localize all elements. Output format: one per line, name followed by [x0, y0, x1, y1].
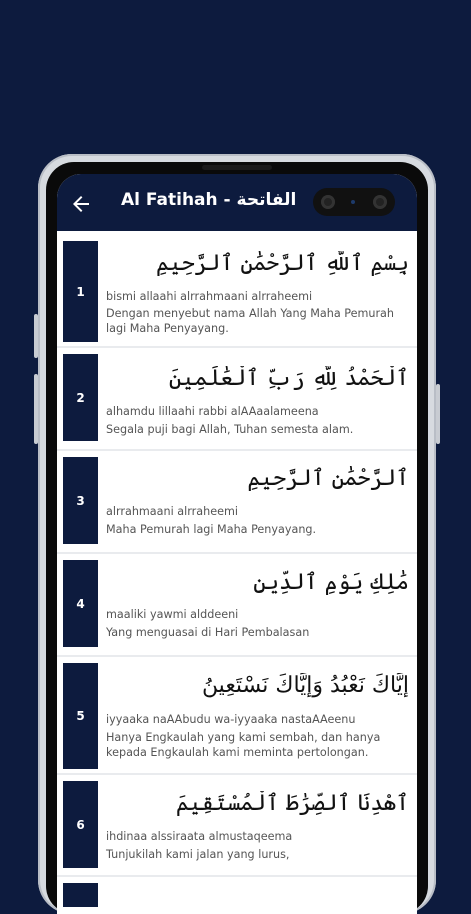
- verse-number: 1: [63, 241, 98, 342]
- verse-row[interactable]: [57, 877, 417, 907]
- verse-number: 2: [63, 354, 98, 441]
- phone-frame: [38, 154, 436, 914]
- verse-row[interactable]: [57, 775, 417, 877]
- phone-side-button: [34, 374, 38, 444]
- verse-number: [63, 883, 98, 907]
- verse-latin: alrrahmaani alrraheemi: [106, 505, 238, 518]
- verse-translation: Maha Pemurah lagi Maha Penyayang.: [106, 523, 317, 536]
- verse-latin: alhamdu lillaahi rabbi alAAaalameena: [106, 405, 319, 418]
- verse-latin: bismi allaahi alrrahmaani alrraheemi: [106, 290, 313, 303]
- verse-row[interactable]: [57, 451, 417, 554]
- verse-number: 4: [63, 560, 98, 647]
- verse-row[interactable]: [57, 348, 417, 451]
- verse-arabic: ٱهْدِنَا ٱلصِّرَٰطَ ٱلْمُسْتَقِيمَ: [175, 791, 409, 816]
- verse-arabic: إِيَّاكَ نَعْبُدُ وَإِيَّاكَ نَسْتَعِينُ: [201, 673, 409, 698]
- phone-side-button: [34, 314, 38, 358]
- verse-translation: Segala puji bagi Allah, Tuhan semesta alam.: [106, 423, 354, 436]
- verse-translation: Tunjukilah kami jalan yang lurus,: [106, 848, 290, 861]
- verse-row[interactable]: [57, 235, 417, 348]
- verse-number: 3: [63, 457, 98, 544]
- verse-arabic: بِسْمِ ٱللَّهِ ٱلرَّحْمَٰنِ ٱلرَّحِيمِ: [155, 251, 409, 276]
- verse-number: 6: [63, 781, 98, 868]
- app-bar: [57, 174, 417, 231]
- phone-speaker: [202, 165, 272, 170]
- verse-arabic: ٱلْحَمْدُ لِلَّهِ رَبِّ ٱلْعَٰلَمِينَ: [168, 366, 409, 391]
- verse-translation: Hanya Engkaulah yang kami sembah, dan hanya kepada Engkaulah kami meminta pertolongan.: [106, 731, 381, 759]
- verse-translation: Yang menguasai di Hari Pembalasan: [106, 626, 310, 639]
- phone-bezel: [46, 162, 428, 914]
- verse-translation: Dengan menyebut nama Allah Yang Maha Pemurah lagi Maha Penyayang.: [106, 307, 394, 335]
- verse-arabic: ٱلرَّحْمَٰنِ ٱلرَّحِيمِ: [247, 466, 409, 491]
- verse-latin: iyyaaka naAAbudu wa-iyyaaka nastaAAeenu: [106, 713, 356, 726]
- verse-latin: maaliki yawmi alddeeni: [106, 608, 239, 621]
- camera-cutout: [313, 188, 395, 216]
- app-screen: [57, 174, 417, 914]
- arrow-left-icon[interactable]: [69, 192, 93, 216]
- verse-row[interactable]: [57, 657, 417, 775]
- phone-side-button: [436, 384, 440, 444]
- camera-lens: [321, 195, 335, 209]
- camera-lens: [373, 195, 387, 209]
- camera-sensor: [351, 200, 355, 204]
- verse-number: 5: [63, 663, 98, 769]
- page-title: Al Fatihah - الفاتحة: [121, 190, 297, 210]
- verse-latin: ihdinaa alssiraata almustaqeema: [106, 830, 293, 843]
- verse-row[interactable]: [57, 554, 417, 657]
- verse-arabic: مَٰلِكِ يَوْمِ ٱلدِّينِ: [253, 570, 409, 595]
